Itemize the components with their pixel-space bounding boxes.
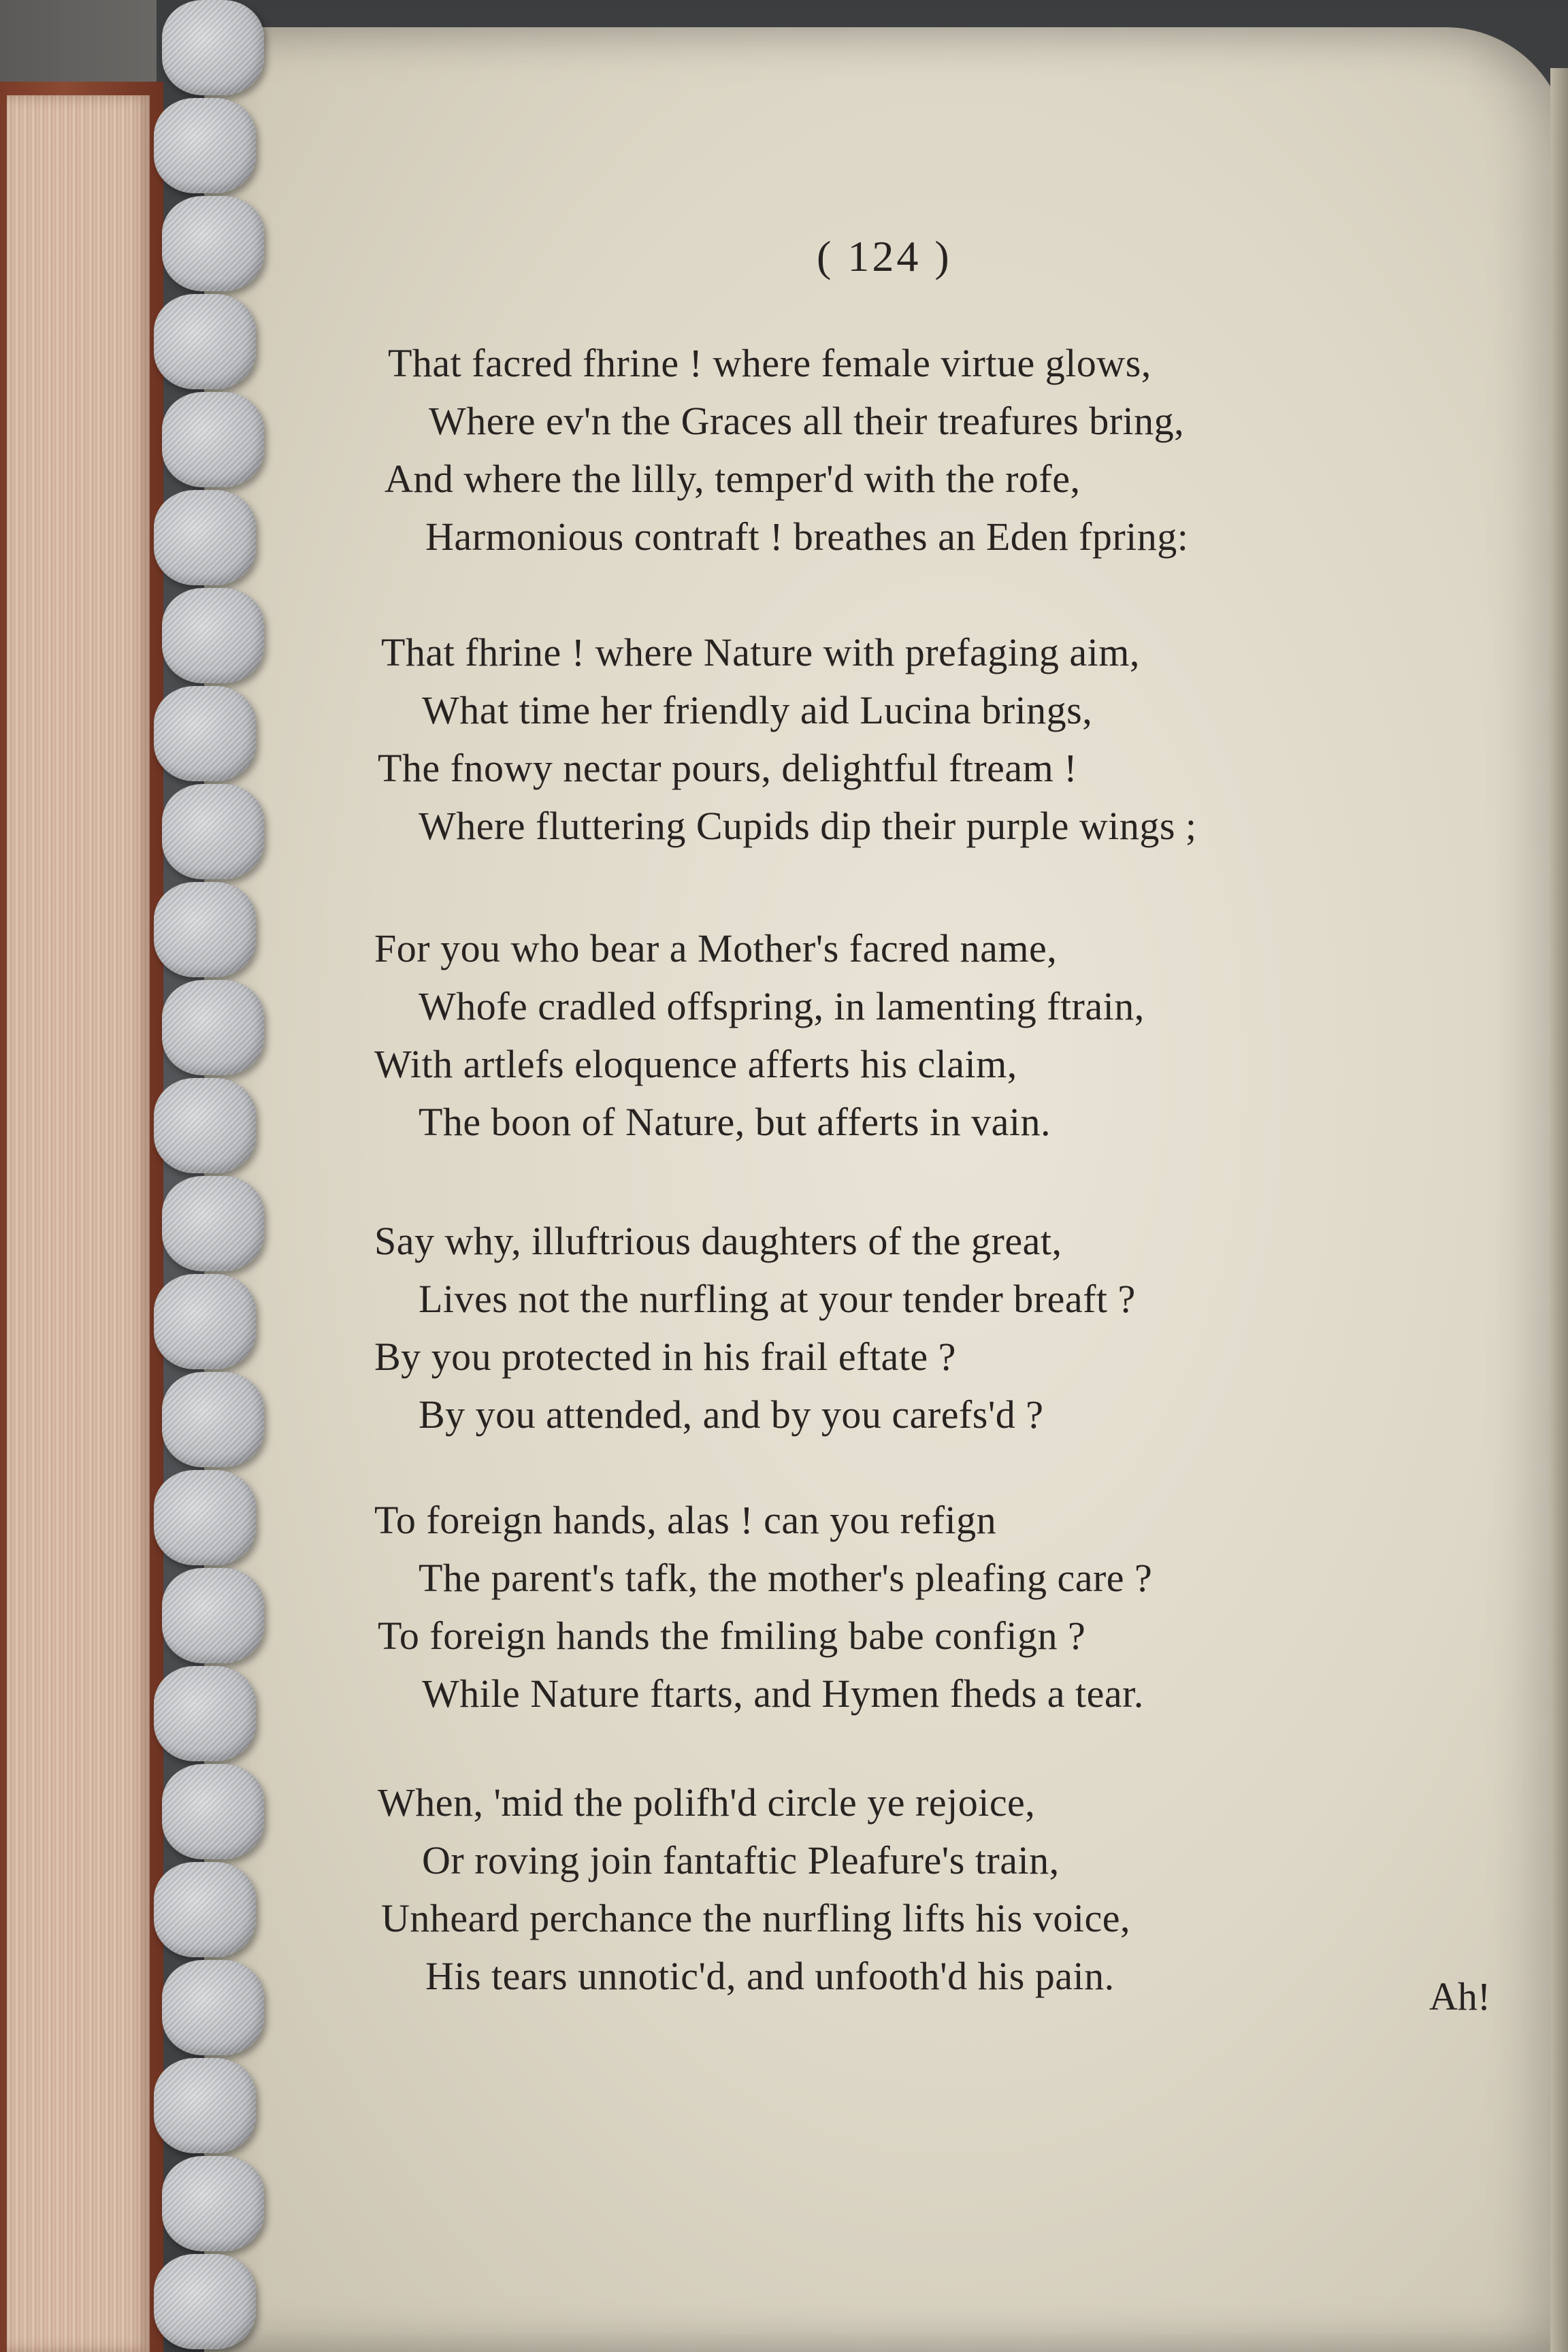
poem-line: The boon of Nature, but afferts in vain. (419, 1100, 1051, 1144)
poem-line: For you who bear a Mother's facred name, (374, 926, 1058, 970)
poem-line: Unheard perchance the nurfling lifts his voice, (381, 1896, 1130, 1940)
poem-line: While Nature ftarts, and Hymen fheds a tear. (422, 1671, 1144, 1716)
poem-line: Whofe cradled offspring, in lamenting ftrain, (419, 984, 1145, 1028)
poem-line: Say why, illuftrious daughters of the great, (374, 1219, 1062, 1263)
catchword: Ah! (1429, 1974, 1491, 2019)
poem-line: By you attended, and by you carefs'd ? (419, 1392, 1044, 1437)
poem-line: What time her friendly aid Lucina brings, (422, 688, 1093, 732)
poem-line: To foreign hands the fmiling babe confign ? (378, 1614, 1086, 1658)
poem-line: The fnowy nectar pours, delightful ftream ! (378, 746, 1078, 790)
poem-line: Or roving join fantaftic Pleafure's train, (422, 1838, 1060, 1882)
poem-line: That fhrine ! where Nature with prefaging aim, (381, 630, 1140, 674)
page-number: ( 124 ) (817, 232, 952, 280)
poem-line: Where fluttering Cupids dip their purple wings ; (419, 804, 1197, 848)
poem-line: Harmonious contraft ! breathes an Eden fpring: (425, 514, 1189, 559)
poem-line: The parent's tafk, the mother's pleafing care ? (419, 1556, 1153, 1600)
poem-line: To foreign hands, alas ! can you refign (374, 1498, 997, 1542)
poem-line: And where the lilly, temper'd with the rofe, (385, 457, 1081, 501)
poem-line: With artlefs eloquence afferts his claim, (374, 1042, 1017, 1086)
poem-line: When, 'mid the polifh'd circle ye rejoice, (378, 1780, 1036, 1825)
poem-line: Lives not the nurfling at your tender breaft ? (419, 1277, 1136, 1321)
poem-line: Where ev'n the Graces all their treafures bring, (429, 399, 1185, 443)
poem-line: By you protected in his frail eftate ? (374, 1335, 956, 1379)
poem-line: His tears unnotic'd, and unfooth'd his pain. (425, 1954, 1115, 1998)
poem-line: That facred fhrine ! where female virtue glows, (388, 341, 1152, 385)
